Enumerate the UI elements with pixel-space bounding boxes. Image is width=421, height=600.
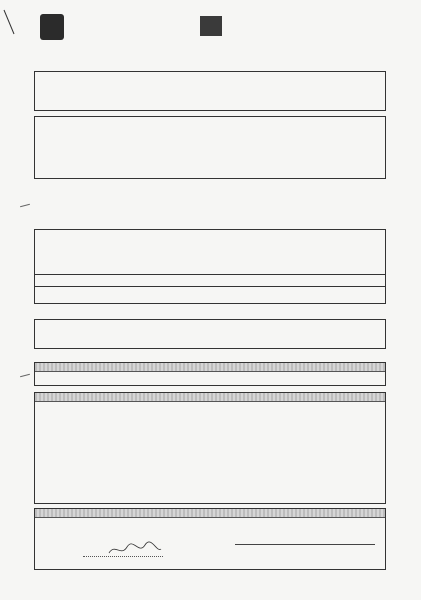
company-stamp [225,517,385,569]
punch-mark [20,374,30,378]
section-spezifisches [34,319,386,349]
section-header [35,393,385,402]
punch-mark [20,204,30,208]
handwritten-signature [105,539,165,559]
header-logo [40,14,230,46]
logo-mark-icon [40,14,64,40]
section-header [35,363,385,372]
section-verbindungsteile [34,274,386,304]
info-box [34,71,386,111]
section-schirmkappe [34,116,386,179]
section-instandsetzungen [34,362,386,386]
section-gesamtzustand [34,392,386,504]
section-bestaetigung [34,508,386,570]
stamp-divider [235,544,375,545]
logo-block-icon [200,16,222,36]
corner-mark [0,0,20,40]
